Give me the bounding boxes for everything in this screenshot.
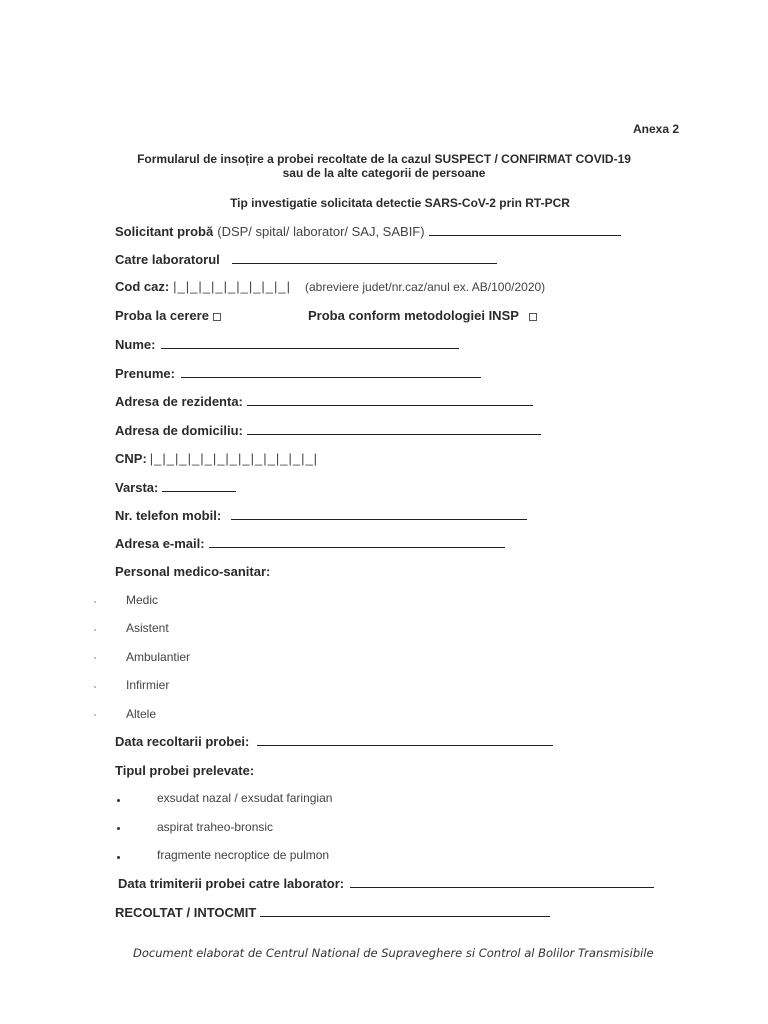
personal-option-medic[interactable]: Medic xyxy=(126,593,159,607)
ambulantier-marker xyxy=(94,657,96,659)
laborator-row xyxy=(115,252,497,267)
footer-note: Document elaborat de Centrul National de Supraveghere si Control al Bolilor Transmisibile xyxy=(133,946,654,960)
sample-bullet-1 xyxy=(117,799,120,802)
data-recoltare-row xyxy=(115,734,553,749)
telefon-field[interactable] xyxy=(231,518,527,520)
cnp-label: CNP: xyxy=(115,451,147,466)
data-recoltare-field[interactable] xyxy=(257,744,553,746)
data-trimitere-row xyxy=(118,876,654,891)
solicitant-row xyxy=(115,224,621,239)
data-trimitere-label: Data trimiterii probei catre laborator: xyxy=(118,876,345,891)
cnp-row xyxy=(115,451,318,466)
personal-label: Personal medico-sanitar: xyxy=(115,564,271,579)
sample-bullet-3 xyxy=(117,856,120,859)
cnp-slots[interactable]: |_|_|_|_|_|_|_|_|_|_|_|_|_| xyxy=(149,451,319,466)
solicitant-label: Solicitant probă xyxy=(115,224,214,239)
cod-caz-label: Cod caz: xyxy=(115,279,170,294)
proba-cerere-row xyxy=(115,308,221,323)
proba-insp-checkbox[interactable] xyxy=(529,313,537,321)
personal-option-ambulantier[interactable]: Ambulantier xyxy=(126,650,191,664)
personal-option-asistent[interactable]: Asistent xyxy=(126,621,169,635)
adresa-domiciliu-label: Adresa de domiciliu: xyxy=(115,423,243,438)
adresa-domiciliu-row xyxy=(115,423,541,438)
telefon-row xyxy=(115,508,527,523)
form-title-line1: Formularul de insoțire a probei recoltate de la cazul SUSPECT / CONFIRMAT COVID-19 xyxy=(137,152,631,166)
proba-cerere-label: Proba la cerere xyxy=(115,308,209,323)
altele-marker xyxy=(94,714,96,716)
form-subtitle: Tip investigatie solicitata detectie SARS-CoV-2 prin RT-PCR xyxy=(230,196,570,210)
data-recoltare-label: Data recoltarii probei: xyxy=(115,734,250,749)
prenume-label: Prenume: xyxy=(115,366,175,381)
personal-option-infirmier[interactable]: Infirmier xyxy=(126,678,170,692)
varsta-row xyxy=(115,480,236,495)
nume-field[interactable] xyxy=(161,347,459,349)
email-field[interactable] xyxy=(209,546,505,548)
infirmier-marker xyxy=(94,686,96,688)
medic-marker xyxy=(94,601,96,603)
proba-insp-row xyxy=(308,308,537,323)
nume-label: Nume: xyxy=(115,337,156,352)
recoltat-field[interactable] xyxy=(260,915,550,917)
sample-type-1[interactable]: exsudat nazal / exsudat faringian xyxy=(157,791,333,805)
adresa-rezidenta-field[interactable] xyxy=(247,404,533,406)
adresa-domiciliu-field[interactable] xyxy=(247,433,541,435)
varsta-field[interactable] xyxy=(162,490,236,492)
annex-label: Anexa 2 xyxy=(633,122,680,136)
prenume-field[interactable] xyxy=(181,376,481,378)
sample-bullet-2 xyxy=(117,827,120,830)
form-title-2 xyxy=(0,166,768,180)
form-title-line2: sau de la alte categorii de persoane xyxy=(282,166,486,180)
cod-caz-hint: (abreviere judet/nr.caz/anul ex. AB/100/2020) xyxy=(305,280,546,294)
nume-row xyxy=(115,337,459,352)
form-title xyxy=(0,152,768,166)
email-row xyxy=(115,536,505,551)
cod-caz-slots[interactable]: |_|_|_|_|_|_|_|_|_| xyxy=(173,279,292,294)
sample-type-2[interactable]: aspirat traheo-bronsic xyxy=(157,820,274,834)
sample-type-3[interactable]: fragmente necroptice de pulmon xyxy=(157,848,330,862)
varsta-label: Varsta: xyxy=(115,480,159,495)
data-trimitere-field[interactable] xyxy=(350,886,654,888)
recoltat-label: RECOLTAT / INTOCMIT xyxy=(115,905,257,920)
laborator-field[interactable] xyxy=(232,262,497,264)
tipul-probei-label: Tipul probei prelevate: xyxy=(115,763,255,778)
prenume-row xyxy=(115,366,481,381)
email-label: Adresa e-mail: xyxy=(115,536,205,551)
proba-insp-label: Proba conform metodologiei INSP xyxy=(308,308,519,323)
solicitant-hint: (DSP/ spital/ laborator/ SAJ, SABIF) xyxy=(217,224,425,239)
cod-caz-row xyxy=(115,279,545,294)
adresa-rezidenta-label: Adresa de rezidenta: xyxy=(115,394,243,409)
adresa-rezidenta-row xyxy=(115,394,533,409)
solicitant-field[interactable] xyxy=(429,234,621,236)
telefon-label: Nr. telefon mobil: xyxy=(115,508,222,523)
personal-option-altele[interactable]: Altele xyxy=(126,707,157,721)
recoltat-row xyxy=(115,905,550,920)
laborator-label: Catre laboratorul xyxy=(115,252,220,267)
asistent-marker xyxy=(94,629,96,631)
proba-cerere-checkbox[interactable] xyxy=(213,313,221,321)
